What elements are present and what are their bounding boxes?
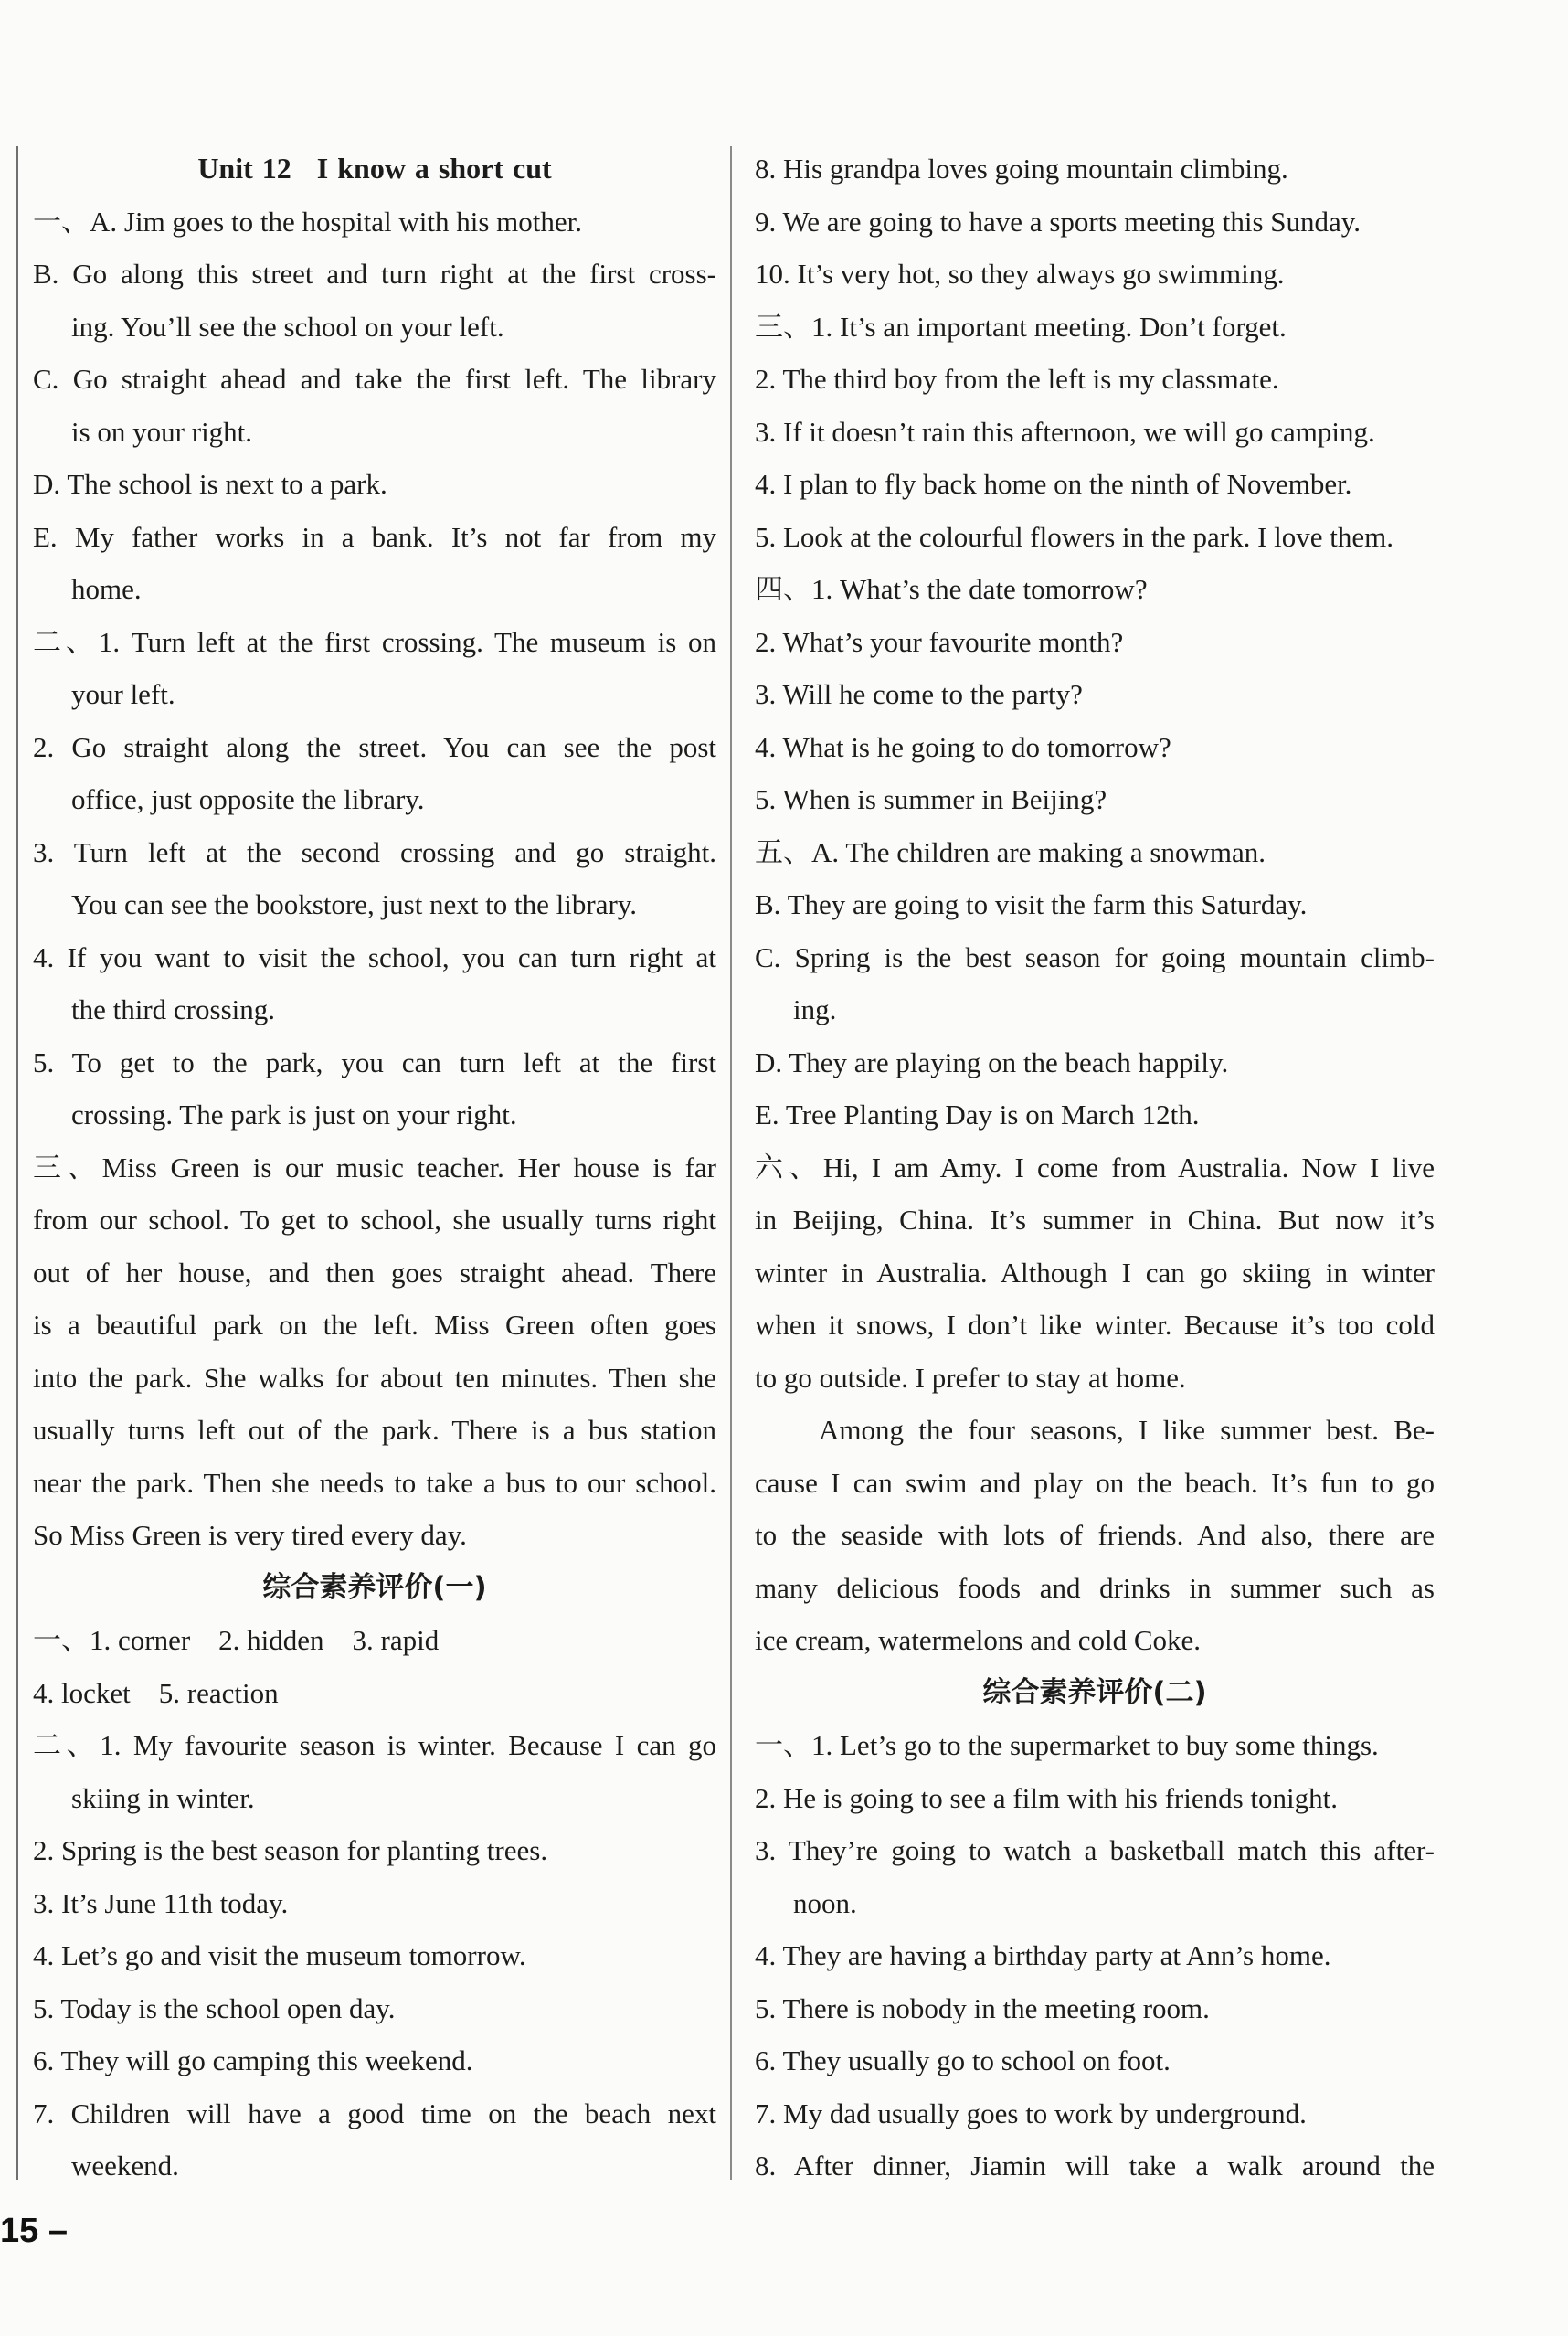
answer-line: 4. What is he going to do tomorrow? — [755, 730, 1171, 763]
answer-line: your left. — [71, 678, 175, 710]
answer-line: E. My father works in a bank. It’s not far from my — [33, 520, 716, 553]
right-column — [755, 143, 1435, 2193]
passage-line: into the park. She walks for about ten minutes. Then she — [33, 1361, 716, 1394]
answer-line: 一、1. Let’s go to the supermarket to buy some things. — [755, 1729, 1379, 1761]
passage-line: usually turns left out of the park. There is a bus station — [33, 1414, 716, 1446]
passage-line: 六、Hi, I am Amy. I come from Australia. Now I live — [755, 1151, 1435, 1184]
answer-line: crossing. The park is just on your right. — [71, 1099, 517, 1131]
answer-line: 3. If it doesn’t rain this afternoon, we will go camping. — [755, 415, 1375, 448]
answer-line: 2. Go straight along the street. You can see the post — [33, 730, 716, 763]
answer-line: office, just opposite the library. — [71, 783, 425, 815]
answer-line: 8. His grandpa loves going mountain climbing. — [755, 153, 1288, 185]
answer-line: 4. Let’s go and visit the museum tomorrow. — [33, 1939, 526, 1971]
page-number: 15 – — [0, 2212, 68, 2250]
eval-heading-2: 综合素养评价(二) — [982, 1675, 1207, 1709]
answer-line: 5. Look at the colourful flowers in the park. I love them. — [755, 520, 1394, 553]
passage-line: near the park. Then she needs to take a bus to our school. — [33, 1466, 716, 1499]
answer-line: 三、1. It’s an important meeting. Don’t forget. — [755, 310, 1287, 343]
passage-line: 三、Miss Green is our music teacher. Her house is far — [33, 1151, 716, 1184]
passage-line: Among the four seasons, I like summer best. Be- — [819, 1414, 1435, 1446]
passage-line: many delicious foods and drinks in summer such as — [755, 1571, 1435, 1604]
answer-line: 3. Will he come to the party? — [755, 678, 1083, 710]
passage-line: out of her house, and then goes straight ahead. There — [33, 1256, 716, 1289]
passage-line: winter in Australia. Although I can go skiing in winter — [755, 1256, 1435, 1289]
answer-line: 2. Spring is the best season for planting trees. — [33, 1834, 548, 1866]
answer-line: D. The school is next to a park. — [33, 468, 387, 500]
passage-line: from our school. To get to school, she usually turns right — [33, 1204, 716, 1236]
answer-line: 5. There is nobody in the meeting room. — [755, 1991, 1210, 2024]
answer-line: 3. It’s June 11th today. — [33, 1886, 289, 1919]
answer-line: 5. When is summer in Beijing? — [755, 783, 1107, 815]
answer-line: 7. My dad usually goes to work by underground. — [755, 2097, 1307, 2129]
answer-line: B. Go along this street and turn right at the first cross- — [33, 258, 716, 290]
answer-line: weekend. — [71, 2150, 179, 2182]
answer-line: C. Spring is the best season for going mountain climb- — [755, 940, 1435, 973]
answer-line: B. They are going to visit the farm this Saturday. — [755, 888, 1308, 920]
passage-line: is a beautiful park on the left. Miss Green often goes — [33, 1309, 716, 1341]
answer-line: 6. They will go camping this weekend. — [33, 2044, 473, 2076]
eval-heading-1: 综合素养评价(一) — [262, 1570, 487, 1604]
answer-line: 6. They usually go to school on foot. — [755, 2044, 1171, 2076]
answer-line: 二、1. My favourite season is winter. Because I can go — [33, 1729, 716, 1761]
answer-line: 2. What’s your favourite month? — [755, 625, 1124, 658]
answer-line: 10. It’s very hot, so they always go swimming. — [755, 258, 1285, 290]
answer-line: noon. — [793, 1886, 857, 1919]
answer-line: 4. If you want to visit the school, you can turn right at — [33, 940, 716, 973]
passage-line: to the seaside with lots of friends. And also, there are — [755, 1519, 1435, 1551]
answer-line: 五、A. The children are making a snowman. — [755, 835, 1266, 868]
answer-line: 3. They’re going to watch a basketball match this after- — [755, 1834, 1435, 1866]
answer-line: ing. You’ll see the school on your left. — [71, 310, 504, 343]
left-margin-rule — [16, 146, 18, 2180]
answer-line: 7. Children will have a good time on the beach next — [33, 2097, 716, 2129]
answer-line: 8. After dinner, Jiamin will take a walk around the — [755, 2150, 1435, 2182]
answer-line: 4. locket 5. reaction — [33, 1676, 279, 1709]
answer-line: D. They are playing on the beach happily. — [755, 1046, 1229, 1078]
left-column — [33, 143, 716, 2193]
answer-line: E. Tree Planting Day is on March 12th. — [755, 1099, 1200, 1131]
unit-subtitle: I know a short cut — [316, 152, 552, 185]
answer-line: 4. I plan to fly back home on the ninth of November. — [755, 468, 1352, 500]
answer-line: 2. The third boy from the left is my classmate. — [755, 363, 1279, 395]
answer-line: 二、1. Turn left at the first crossing. The museum is on — [33, 625, 716, 658]
answer-line: 9. We are going to have a sports meeting this Sunday. — [755, 205, 1361, 238]
passage-line: cause I can swim and play on the beach. It’s fun to go — [755, 1466, 1435, 1499]
answer-line: skiing in winter. — [71, 1781, 255, 1814]
answer-line: 4. They are having a birthday party at Ann’s home. — [755, 1939, 1331, 1971]
answer-line: 2. He is going to see a film with his friends tonight. — [755, 1781, 1339, 1814]
answer-line: is on your right. — [71, 415, 253, 448]
answer-line: 一、A. Jim goes to the hospital with his mother. — [33, 205, 583, 238]
passage-line: when it snows, I don’t like winter. Because it’s too cold — [755, 1309, 1435, 1341]
answer-line: ing. — [793, 993, 837, 1025]
answer-line: the third crossing. — [71, 993, 275, 1025]
column-divider — [730, 146, 732, 2180]
answer-line: C. Go straight ahead and take the first left. The library — [33, 363, 716, 395]
answer-line: 一、1. corner 2. hidden 3. rapid — [33, 1624, 440, 1656]
passage-line: in Beijing, China. It’s summer in China. But now it’s — [755, 1204, 1435, 1236]
passage-line: ice cream, watermelons and cold Coke. — [755, 1624, 1202, 1656]
answer-line: You can see the bookstore, just next to the library. — [71, 888, 638, 920]
unit-heading — [33, 143, 716, 196]
answer-line: 5. Today is the school open day. — [33, 1991, 396, 2024]
answer-line: 5. To get to the park, you can turn left at the first — [33, 1046, 716, 1078]
unit-number: Unit 12 — [197, 152, 291, 185]
answer-line: home. — [71, 573, 142, 605]
answer-line: 3. Turn left at the second crossing and go straight. — [33, 835, 716, 868]
passage-line: So Miss Green is very tired every day. — [33, 1519, 467, 1551]
answer-line: 四、1. What’s the date tomorrow? — [755, 573, 1148, 605]
passage-line: to go outside. I prefer to stay at home. — [755, 1361, 1186, 1394]
